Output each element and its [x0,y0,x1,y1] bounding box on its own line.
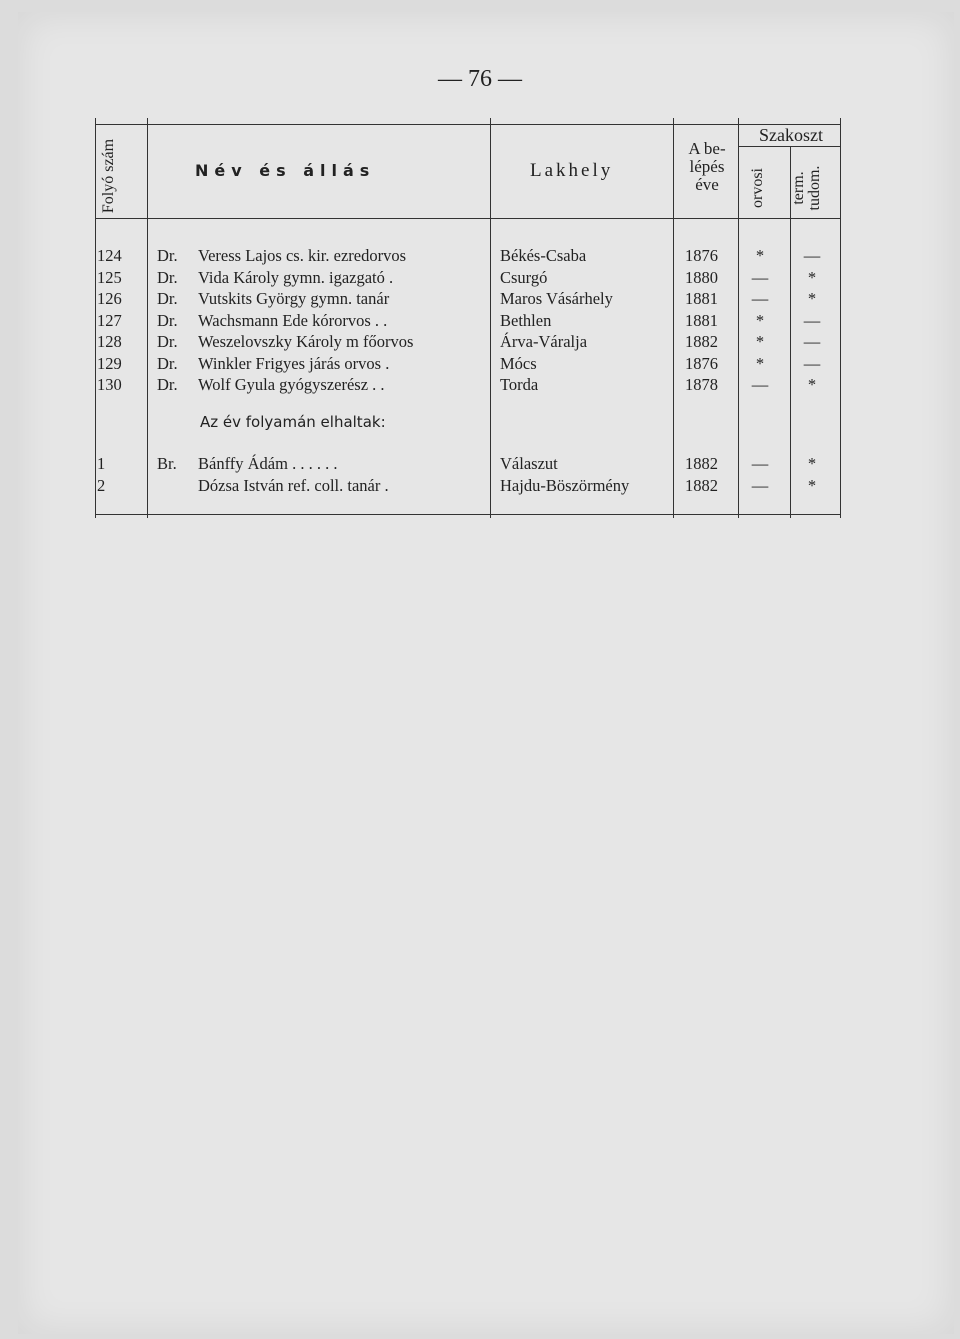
row-title: Dr. [157,375,178,394]
table-bottom-rule [95,514,840,515]
row-term-mark: — [803,332,821,351]
row-year: 1881 [685,310,718,330]
row-year: 1876 [685,246,718,265]
table-row [95,476,840,498]
row-residence: Mócs [500,353,537,373]
row-title: Dr. [157,332,178,351]
row-number: 2 [97,475,106,495]
row-number: 1 [97,454,106,473]
row-term-mark: — [803,353,821,373]
row-term-mark: * [807,289,817,308]
row-residence: Békés-Csaba [500,246,587,265]
table-top-rule [95,124,840,125]
row-title: Dr. [157,246,178,265]
row-name: Vutskits György gymn. tanár [198,289,390,308]
row-year: 1882 [685,475,718,495]
row-year: 1882 [685,454,718,473]
row-orvosi-mark: — [751,475,769,495]
row-orvosi-mark: — [751,267,769,287]
table-row [95,332,840,354]
row-term-mark: * [807,375,817,394]
row-name: Wolf Gyula gyógyszerész . . [198,375,385,394]
section-title-deceased: Az év folyamán elhaltak: [200,413,386,431]
row-residence: Torda [500,375,539,394]
table-row [95,375,840,397]
header-folyo-szam: Folyó szám [100,138,117,214]
table-row [95,354,840,376]
row-title: Dr. [157,267,178,287]
row-term-mark: — [803,246,821,265]
row-orvosi-mark: — [751,289,769,308]
row-name: Veress Lajos cs. kir. ezredorvos [198,246,407,265]
row-year: 1878 [685,375,718,394]
page-number: — 76 — [438,66,522,92]
table-row [95,289,840,311]
table-row [95,246,840,268]
row-title: Dr. [157,353,178,373]
row-orvosi-mark: * [755,332,765,351]
row-orvosi-mark: * [755,353,765,373]
row-number: 125 [97,267,122,287]
row-term-mark: — [803,310,821,330]
row-residence: Árva-Váralja [500,332,588,351]
row-orvosi-mark: — [751,454,769,473]
row-orvosi-mark: * [755,246,765,265]
row-orvosi-mark: — [751,375,769,394]
header-term-tudom: term. tudom. [790,165,823,211]
row-title: Dr. [157,310,178,330]
row-number: 129 [97,353,122,373]
row-year: 1881 [685,289,718,308]
row-name: Vida Károly gymn. igazgató . [198,267,394,287]
row-number: 126 [97,289,122,308]
header-belepes-line2: lépés [689,157,725,176]
header-orvosi: orvosi [749,168,766,208]
row-orvosi-mark: * [755,310,765,330]
row-name: Wachsmann Ede kórorvos . . [198,310,388,330]
header-szakoszt: Szakoszt [759,125,823,145]
row-residence: Bethlen [500,310,552,330]
member-table [95,118,840,518]
header-belepes-line3: éve [695,175,719,194]
row-name: Winkler Frigyes járás orvos . [198,353,390,373]
row-year: 1880 [685,267,718,287]
row-residence: Válaszut [500,454,558,473]
row-name: Bánffy Ádám . . . . . . [198,454,338,473]
row-name: Dózsa István ref. coll. tanár . [198,475,389,495]
header-belepes-line1: A be- [688,139,726,158]
row-name: Weszelovszky Károly m főorvos [198,332,414,351]
row-title: Dr. [157,289,178,308]
header-lakhely: Lakhely [530,160,614,181]
row-term-mark: * [807,267,817,287]
table-row [95,311,840,333]
table-row [95,454,840,476]
szakoszt-rule [738,146,840,147]
table-row [95,268,840,290]
row-term-mark: * [807,475,817,495]
row-term-mark: * [807,454,817,473]
row-number: 124 [97,246,122,265]
row-year: 1882 [685,332,718,351]
row-residence: Hajdu-Böszörmény [500,475,630,495]
row-residence: Maros Vásárhely [500,289,613,308]
header-bottom-rule [95,218,840,219]
header-nev-es-allas: Név és állás [195,161,376,180]
row-title: Br. [157,454,177,473]
row-residence: Csurgó [500,267,548,287]
row-year: 1876 [685,353,718,373]
row-number: 130 [97,375,122,394]
row-number: 127 [97,310,122,330]
col-rule-right [840,118,841,518]
header-belepes [679,140,735,194]
row-number: 128 [97,332,122,351]
